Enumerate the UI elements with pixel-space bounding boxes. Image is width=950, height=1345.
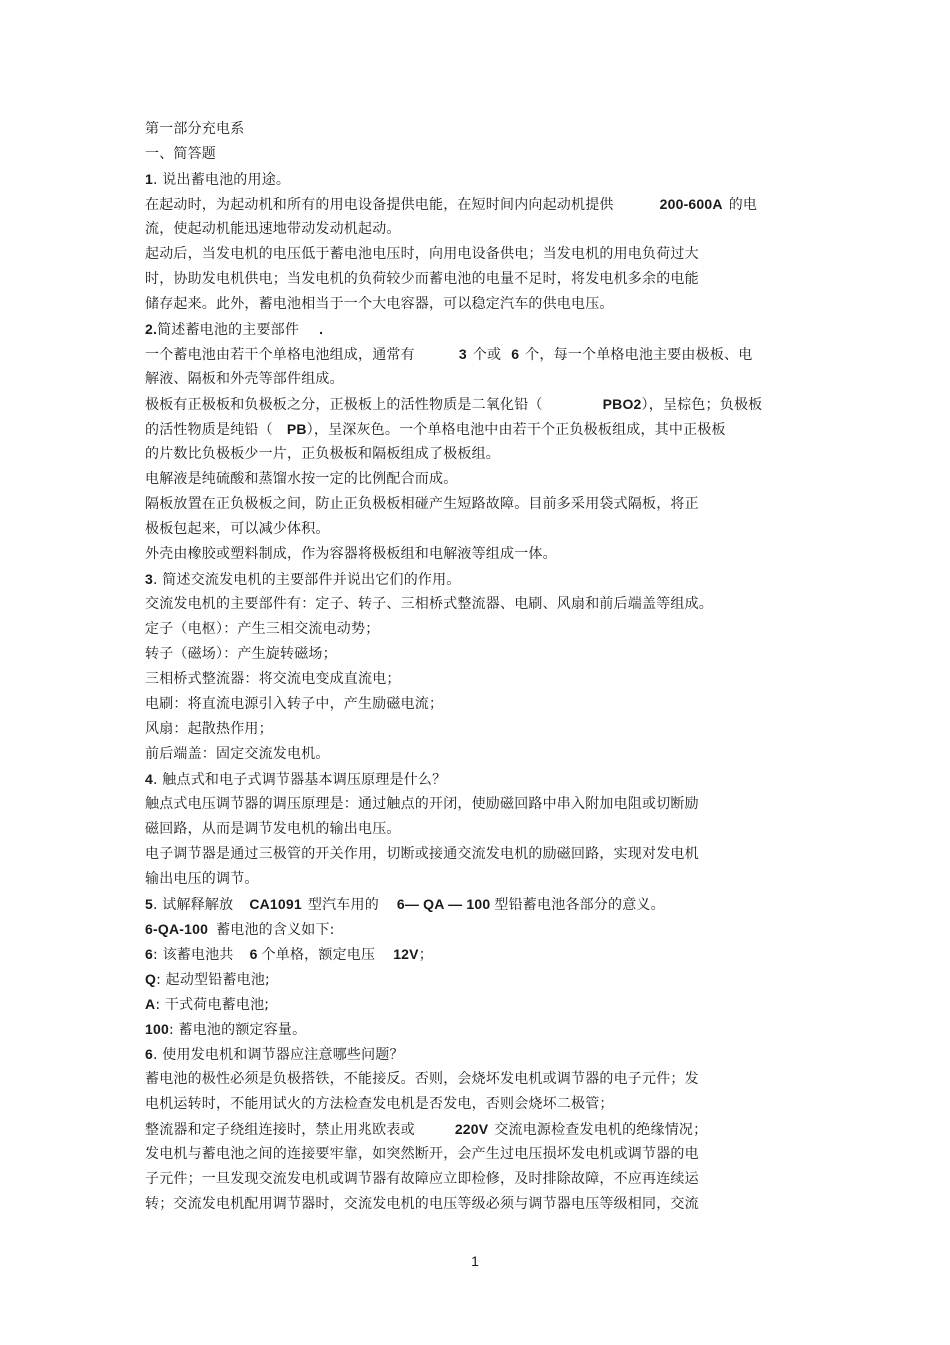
answer-text: : 起动型铅蓄电池;: [156, 972, 270, 988]
question-3-heading: [145, 568, 461, 590]
question-6-heading: [145, 1043, 404, 1065]
answer-line: 电机运转时，不能用试火的方法检查发电机是否发电，否则会烧坏二极管；: [145, 1096, 614, 1112]
answer-line: [145, 343, 752, 365]
code-key: A: [145, 996, 156, 1012]
answer-line: 转；交流发电机配用调节器时，交流发电机的电压等级必须与调节器电压等级相同，交流: [145, 1196, 699, 1212]
answer-line: 极板包起来，可以减少体积。: [145, 521, 330, 537]
answer-line: [145, 193, 757, 215]
cell-count: 3: [458, 346, 467, 362]
cell-count: 6: [511, 346, 520, 362]
answer-text: 的电: [728, 197, 758, 213]
answer-line: [145, 1018, 306, 1040]
answer-line: 起动后，当发电机的电压低于蓄电池电压时，向用电设备供电；当发电机的用电负荷过大: [145, 246, 699, 262]
answer-text: : 该蓄电池共: [153, 947, 234, 963]
test-voltage: 220V: [454, 1121, 489, 1137]
current-value: 200-600A: [659, 196, 723, 212]
rated-voltage: 12V: [393, 946, 419, 962]
answer-line: 的片数比负极板少一片，正负极板和隔板组成了极板组。: [145, 446, 500, 462]
answer-text: 个单格，额定电压: [261, 947, 376, 963]
question-text: . 触点式和电子式调节器基本调压原理是什么？: [153, 772, 447, 788]
answer-line: 前后端盖：固定交流发电机。: [145, 746, 330, 762]
answer-line: 转子（磁场）：产生旋转磁场；: [145, 646, 337, 662]
answer-line: 触点式电压调节器的调压原理是：通过触点的开闭，使励磁回路中串入附加电阻或切断励: [145, 796, 699, 812]
question-number: 1: [145, 171, 153, 187]
answer-line: 电子调节器是通过三极管的开关作用，切断或接通交流发电机的励磁回路，实现对发电机: [145, 846, 699, 862]
answer-text: 在起动时，为起动机和所有的用电设备提供电能，在短时间内向起动机提供: [145, 197, 614, 213]
answer-line: 隔板放置在正负极板之间，防止正负极板相碰产生短路故障。目前多采用袋式隔板，将正: [145, 496, 699, 512]
part-title: 第一部分充电系: [145, 121, 245, 137]
answer-text: ），呈深灰色。一个单格电池中由若干个正负极板组成，其中正极板: [306, 422, 726, 438]
answer-line: 输出电压的调节。: [145, 871, 259, 887]
answer-text: 的活性物质是纯铅（: [145, 422, 273, 438]
question-number: 4: [145, 771, 153, 787]
answer-line: [145, 393, 762, 415]
answer-line: 三相桥式整流器：将交流电变成直流电；: [145, 671, 401, 687]
cell-count: 6: [249, 946, 258, 962]
question-4-heading: [145, 768, 446, 790]
question-text: . 说出蓄电池的用途。: [153, 172, 291, 188]
question-text: 简述蓄电池的主要部件: [157, 322, 300, 338]
question-dot: .: [319, 321, 324, 337]
answer-text: 蓄电池的含义如下:: [216, 922, 335, 938]
answer-line: 定子（电枢）：产生三相交流电动势；: [145, 621, 380, 637]
page-number: 1: [471, 1253, 479, 1269]
answer-line: 解液、隔板和外壳等部件组成。: [145, 371, 344, 387]
answer-text: : 蓄电池的额定容量。: [168, 1022, 307, 1038]
answer-line: 储存起来。此外，蓄电池相当于一个大电容器，可以稳定汽车的供电电压。: [145, 296, 614, 312]
battery-code: 6-QA-100: [145, 921, 209, 937]
answer-line: 风扇：起散热作用；: [145, 721, 273, 737]
answer-line: 电解液是纯硫酸和蒸馏水按一定的比例配合而成。: [145, 471, 458, 487]
answer-text: 一个蓄电池由若干个单格电池组成，通常有: [145, 347, 415, 363]
section-title: 一、简答题: [145, 146, 216, 162]
question-text: . 简述交流发电机的主要部件并说出它们的作用。: [153, 572, 461, 588]
question-number: 6: [145, 1046, 153, 1062]
answer-text: 个，每一个单格电池主要由极板、电: [525, 347, 753, 363]
question-number: 5: [145, 896, 153, 912]
answer-text: ；: [418, 947, 433, 963]
question-1-heading: [145, 168, 290, 190]
answer-line: 电刷：将直流电源引入转子中，产生励磁电流；: [145, 696, 444, 712]
answer-line: [145, 1118, 707, 1140]
answer-line: [145, 418, 726, 440]
question-number: 3: [145, 571, 153, 587]
question-text: . 使用发电机和调节器应注意哪些问题？: [153, 1047, 404, 1063]
battery-code: 6— QA — 100: [396, 896, 491, 912]
answer-line: [145, 918, 335, 940]
answer-line: 时，协助发电机供电；当发电机的负荷较少而蓄电池的电量不足时，将发电机多余的电能: [145, 271, 699, 287]
answer-line: 蓄电池的极性必须是负极搭铁，不能接反。否则，会烧坏发电机或调节器的电子元件；发: [145, 1071, 699, 1087]
answer-line: [145, 968, 270, 990]
question-2-heading: [145, 318, 323, 340]
answer-line: 外壳由橡胶或塑料制成，作为容器将极板组和电解液等组成一体。: [145, 546, 557, 562]
answer-text: 整流器和定子绕组连接时，禁止用兆欧表或: [145, 1122, 415, 1138]
question-text: 型铅蓄电池各部分的意义。: [494, 897, 665, 913]
answer-text: ），呈棕色；负极板: [641, 397, 763, 413]
answer-text: : 干式荷电蓄电池;: [155, 997, 270, 1013]
answer-text: 交流电源检查发电机的绝缘情况；: [494, 1122, 708, 1138]
answer-line: 子元件；一旦发现交流发电机或调节器有故障应立即检修，及时排除故障，不应再连续运: [145, 1171, 699, 1187]
question-text: 型汽车用的: [307, 897, 379, 913]
question-text: . 试解释解放: [153, 897, 234, 913]
answer-text: 极板有正极板和负极板之分，正极板上的活性物质是二氧化铅（: [145, 397, 543, 413]
answer-line: 流，使起动机能迅速地带动发动机起动。: [145, 221, 401, 237]
answer-line: [145, 993, 269, 1015]
vehicle-model: CA1091: [249, 896, 302, 912]
answer-text: 个或: [472, 347, 502, 363]
answer-line: 发电机与蓄电池之间的连接要牢靠，如突然断开，会产生过电压损坏发电机或调节器的电: [145, 1146, 699, 1162]
code-key: 100: [145, 1021, 169, 1037]
chemical-formula: PBO2: [602, 396, 642, 412]
answer-line: 交流发电机的主要部件有：定子、转子、三相桥式整流器、电刷、风扇和前后端盖等组成。: [145, 596, 713, 612]
chemical-formula: PB: [286, 421, 307, 437]
question-number: 2.: [145, 321, 158, 337]
answer-line: [145, 943, 433, 965]
question-5-heading: [145, 893, 665, 915]
code-key: 6: [145, 946, 153, 962]
answer-line: 磁回路，从而是调节发电机的输出电压。: [145, 821, 401, 837]
code-key: Q: [145, 971, 157, 987]
